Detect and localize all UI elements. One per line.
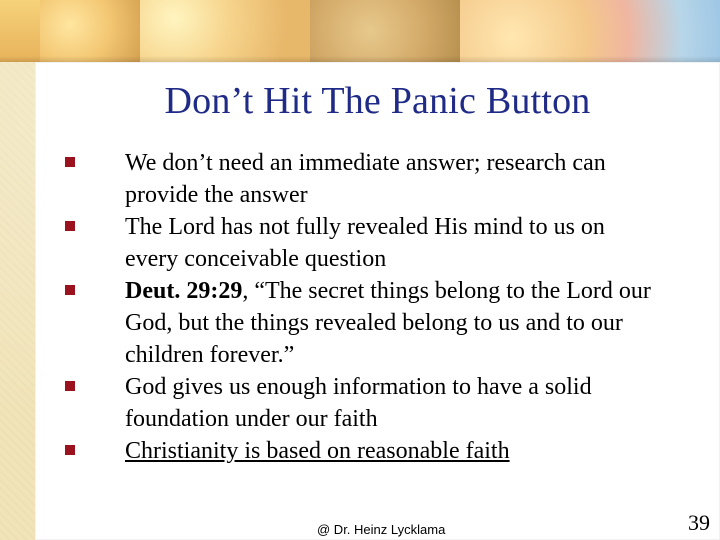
scripture-reference: Deut. 29:29 [125, 278, 243, 304]
square-bullet-icon [65, 381, 75, 391]
banner-piece-5 [460, 0, 720, 62]
bullet-text-1: We don’t need an immediate answer; research can provide the answer [125, 150, 606, 208]
footer-credit: @ Dr. Heinz Lycklama [317, 522, 446, 537]
banner-piece-4 [310, 0, 460, 62]
square-bullet-icon [65, 445, 75, 455]
bullet-item-3 [65, 275, 665, 371]
bullet-item-2 [65, 211, 665, 275]
bullet-list [65, 147, 665, 467]
square-bullet-icon [65, 285, 75, 295]
bullet-text-4: God gives us enough information to have a solid foundation under our faith [125, 374, 592, 432]
slide-title: Don’t Hit The Panic Button [164, 80, 591, 122]
slide-area [35, 62, 720, 540]
bullet-item-5 [65, 435, 665, 467]
bullet-item-1 [65, 147, 665, 211]
banner-piece-3 [140, 0, 310, 62]
square-bullet-icon [65, 157, 75, 167]
scripture-quote: , “The secret things belong to the Lord our God, but the things revealed belong to us and to our children forever.” [125, 278, 651, 368]
bullet-item-4 [65, 371, 665, 435]
page-number: 39 [688, 510, 710, 535]
banner-piece-1 [0, 0, 40, 62]
banner-piece-2 [40, 0, 140, 62]
bullet-text-3 [125, 275, 655, 371]
bullet-text-2: The Lord has not fully revealed His mind to us on every conceivable question [125, 214, 605, 272]
bullet-text-5: Christianity is based on reasonable faith [125, 438, 510, 464]
decorative-banner [0, 0, 720, 62]
square-bullet-icon [65, 221, 75, 231]
